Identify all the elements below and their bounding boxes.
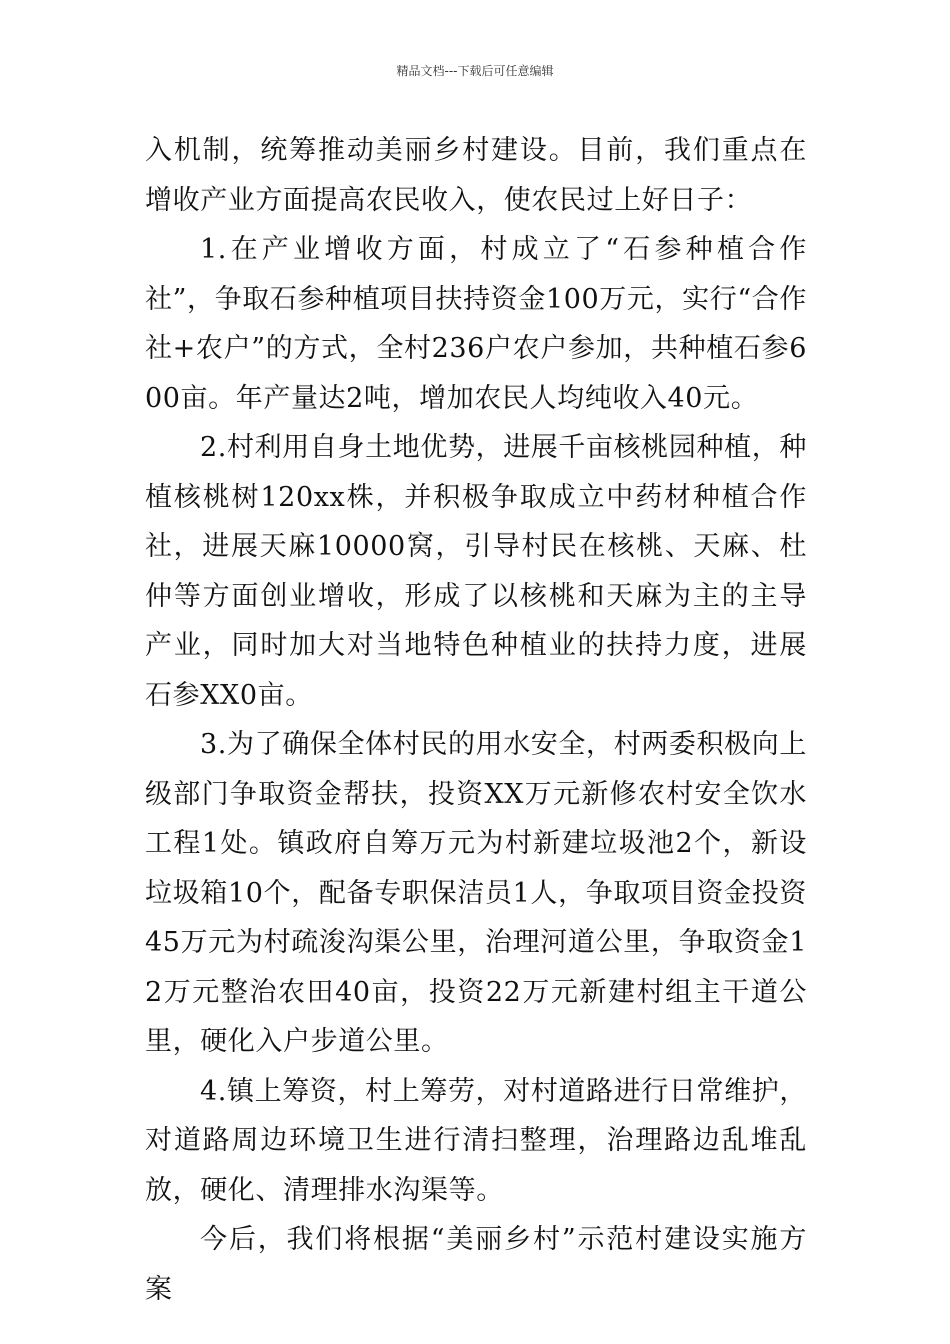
page-header: 精品文档---下载后可任意编辑 xyxy=(396,64,554,78)
paragraph-item-1: 1.在产业增收方面，村成立了“石参种植合作社”，争取石参种植项目扶持资金100万元，实行“合作社+农户”的方式，全村236户农户参加，共种植石参600亩。年产量达2吨，增加农民人均纯收入40元。 xyxy=(145,234,807,414)
paragraph-future-plan: 今后，我们将根据“美丽乡村”示范村建设实施方案 xyxy=(145,1224,807,1305)
paragraph-item-2: 2.村利用自身土地优势，进展千亩核桃园种植，种植核桃树120xx株，并积极争取成立中药材种植合作社，进展天麻10000窝，引导村民在核桃、天麻、杜仲等方面创业增收，形成了以核桃和天麻为主的主导产业，同时加大对当地特色种植业的扶持力度，进展石参XX0亩。 xyxy=(145,432,807,711)
paragraph-item-3: 3.为了确保全体村民的用水安全，村两委积极向上级部门争取资金帮扶，投资XX万元新修农村安全饮水工程1处。镇政府自筹万元为村新建垃圾池2个，新设垃圾箱10个，配备专职保洁员1人，争取项目资金投资45万元为村疏浚沟渠公里，治理河道公里，争取资金12万元整治农田40亩，投资22万元新建村组主干道公里，硬化入户步道公里。 xyxy=(145,729,807,1057)
document-body xyxy=(145,126,807,1314)
paragraph-item-4: 4.镇上筹资，村上筹劳，对村道路进行日常维护，对道路周边环境卫生进行清扫整理，治理路边乱堆乱放，硬化、清理排水沟渠等。 xyxy=(145,1075,807,1206)
paragraph-continuation: 入机制，统筹推动美丽乡村建设。目前，我们重点在增收产业方面提高农民收入，使农民过上好日子： xyxy=(145,135,807,216)
